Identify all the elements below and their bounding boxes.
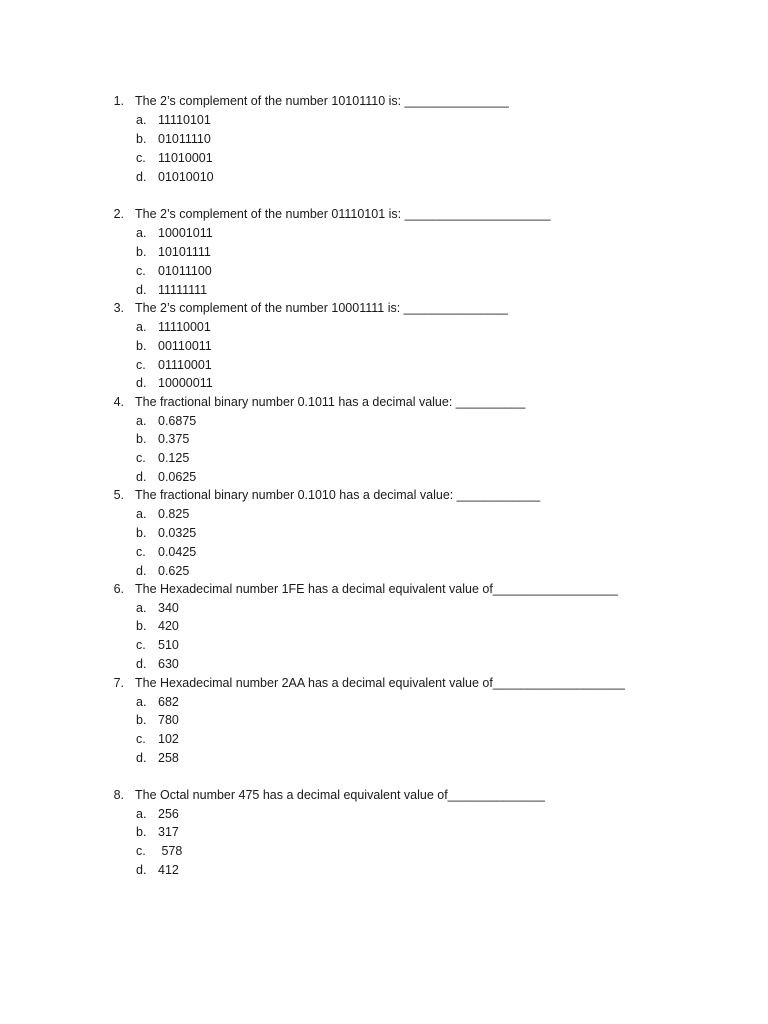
question-text: The 2’s complement of the number 01110101 is: _____________________ — [135, 207, 551, 221]
option-text: 10101111 — [158, 245, 211, 259]
option-letter: b. — [136, 432, 147, 446]
option-letter: d. — [136, 564, 147, 578]
option-text: 01110001 — [158, 358, 212, 372]
option-text: 01011100 — [158, 264, 212, 278]
option-letter: c. — [136, 545, 146, 559]
question-text: The Octal number 475 has a decimal equivalent value of______________ — [135, 788, 546, 802]
option-text: 0.6875 — [158, 414, 197, 428]
option-letter: c. — [136, 844, 146, 858]
question-text: The fractional binary number 0.1010 has a decimal value: ____________ — [135, 488, 541, 502]
question-text: The Hexadecimal number 1FE has a decimal equivalent value of__________________ — [135, 582, 618, 596]
option-letter: c. — [136, 732, 146, 746]
option-letter: d. — [136, 657, 147, 671]
option-text: 11110101 — [158, 113, 211, 127]
question-number: 4. — [113, 395, 124, 409]
question-number: 3. — [113, 301, 124, 315]
option-text: 00110011 — [158, 339, 212, 353]
option-letter: a. — [136, 601, 147, 615]
option-text: 0.125 — [158, 451, 190, 465]
option-text: 11111111 — [158, 283, 208, 297]
question-number: 8. — [113, 788, 124, 802]
option-text: 11110001 — [158, 320, 211, 334]
option-text: 01011110 — [158, 132, 211, 146]
option-text: 630 — [158, 657, 179, 671]
option-text: 11010001 — [158, 151, 213, 165]
option-letter: c. — [136, 151, 146, 165]
option-text: 510 — [158, 638, 179, 652]
option-text: 10000011 — [158, 376, 213, 390]
option-letter: a. — [136, 695, 147, 709]
option-text: 412 — [158, 863, 179, 877]
question-number: 7. — [113, 676, 124, 690]
option-letter: a. — [136, 414, 147, 428]
option-text: 578 — [158, 844, 183, 858]
option-letter: b. — [136, 825, 147, 839]
option-letter: c. — [136, 264, 146, 278]
option-letter: b. — [136, 132, 147, 146]
option-text: 10001011 — [158, 226, 213, 240]
option-text: 317 — [158, 825, 179, 839]
option-letter: a. — [136, 320, 147, 334]
option-letter: b. — [136, 619, 147, 633]
option-text: 340 — [158, 601, 179, 615]
option-letter: b. — [136, 526, 147, 540]
option-letter: b. — [136, 245, 147, 259]
option-letter: a. — [136, 113, 147, 127]
option-letter: c. — [136, 638, 146, 652]
option-text: 0.0625 — [158, 470, 197, 484]
option-letter: a. — [136, 507, 147, 521]
option-letter: b. — [136, 339, 147, 353]
option-text: 420 — [158, 619, 179, 633]
question-number: 5. — [113, 488, 124, 502]
option-text: 256 — [158, 807, 179, 821]
option-letter: d. — [136, 170, 147, 184]
option-letter: d. — [136, 751, 147, 765]
option-text: 0.0325 — [158, 526, 197, 540]
question-text: The 2’s complement of the number 10001111 is: _______________ — [135, 301, 508, 315]
question-number: 6. — [113, 582, 124, 596]
option-letter: a. — [136, 807, 147, 821]
option-text: 0.825 — [158, 507, 190, 521]
option-text: 01010010 — [158, 170, 214, 184]
option-text: 0.375 — [158, 432, 190, 446]
option-text: 682 — [158, 695, 179, 709]
option-letter: a. — [136, 226, 147, 240]
question-text: The fractional binary number 0.1011 has a decimal value: __________ — [135, 395, 526, 409]
option-text: 102 — [158, 732, 179, 746]
option-letter: d. — [136, 376, 147, 390]
option-text: 258 — [158, 751, 179, 765]
option-text: 0.625 — [158, 564, 190, 578]
question-text: The 2’s complement of the number 10101110 is: _______________ — [135, 94, 509, 108]
option-text: 0.0425 — [158, 545, 197, 559]
question-number: 1. — [113, 94, 124, 108]
option-letter: d. — [136, 863, 147, 877]
option-letter: b. — [136, 713, 147, 727]
question-text: The Hexadecimal number 2AA has a decimal equivalent value of___________________ — [135, 676, 625, 690]
option-letter: c. — [136, 451, 146, 465]
option-letter: d. — [136, 283, 147, 297]
option-text: 780 — [158, 713, 179, 727]
question-number: 2. — [113, 207, 124, 221]
option-letter: c. — [136, 358, 146, 372]
option-letter: d. — [136, 470, 147, 484]
